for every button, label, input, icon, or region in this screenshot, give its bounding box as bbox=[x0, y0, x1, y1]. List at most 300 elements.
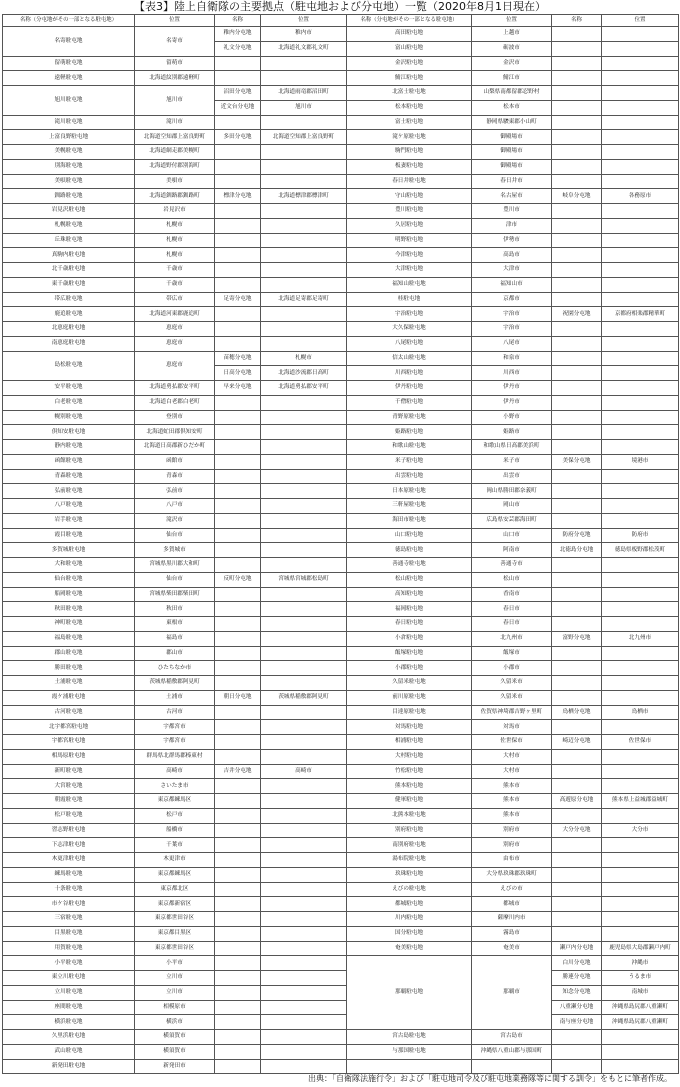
left-camp-location: 千歳市 bbox=[135, 263, 215, 278]
table-row bbox=[3, 159, 679, 174]
right-camp-name: えびの駐屯地 bbox=[347, 882, 472, 897]
left-sub-location bbox=[261, 558, 347, 573]
left-sub-location bbox=[261, 248, 347, 263]
left-sub-location bbox=[261, 395, 347, 410]
table-row bbox=[3, 867, 679, 882]
left-sub-name bbox=[215, 1044, 261, 1059]
right-camp-name: 出雲駐屯地 bbox=[347, 469, 472, 484]
table-row bbox=[3, 705, 679, 720]
right-camp-location: 御殿場市 bbox=[472, 159, 552, 174]
right-sub-name: 鳥栖分屯地 bbox=[552, 705, 602, 720]
right-camp-name: 三軒屋駐屯地 bbox=[347, 499, 472, 514]
left-camp-location: 八戸市 bbox=[135, 499, 215, 514]
left-sub-name bbox=[215, 720, 261, 735]
right-sub-location bbox=[602, 513, 679, 528]
table-row bbox=[3, 646, 679, 661]
right-camp-location: 別府市 bbox=[472, 838, 552, 853]
right-sub-name: 岐阜分屯地 bbox=[552, 189, 602, 204]
right-sub-location bbox=[602, 159, 679, 174]
left-camp-name: 宇都宮駐屯地 bbox=[3, 735, 135, 750]
right-sub-location bbox=[602, 690, 679, 705]
right-sub-location bbox=[602, 572, 679, 587]
left-sub-location bbox=[261, 602, 347, 617]
right-sub-name: 知念分屯地 bbox=[552, 985, 602, 1000]
left-sub-location: 茨城県稲敷郡阿見町 bbox=[261, 690, 347, 705]
left-sub-location bbox=[261, 410, 347, 425]
table-row bbox=[3, 602, 679, 617]
left-sub-name: 足寄分屯地 bbox=[215, 292, 261, 307]
left-sub-name bbox=[215, 395, 261, 410]
right-camp-name: 守山駐屯地 bbox=[347, 189, 472, 204]
left-sub-name bbox=[215, 454, 261, 469]
right-sub-name bbox=[552, 351, 602, 366]
right-camp-name: 福岡駐屯地 bbox=[347, 602, 472, 617]
left-sub-name bbox=[215, 661, 261, 676]
left-sub-name: 早来分屯地 bbox=[215, 381, 261, 396]
right-sub-name bbox=[552, 587, 602, 602]
right-sub-location bbox=[602, 27, 679, 42]
right-sub-location bbox=[602, 410, 679, 425]
right-sub-name: 富野分屯地 bbox=[552, 631, 602, 646]
right-camp-location: 大村市 bbox=[472, 749, 552, 764]
right-camp-name: 相浦駐屯地 bbox=[347, 735, 472, 750]
right-sub-location bbox=[602, 86, 679, 101]
right-camp-location: 京都市 bbox=[472, 292, 552, 307]
right-camp-location: 和歌山県日高郡美浜町 bbox=[472, 440, 552, 455]
left-sub-location bbox=[261, 985, 347, 1000]
right-camp-location: 松山市 bbox=[472, 572, 552, 587]
right-sub-name bbox=[552, 336, 602, 351]
left-sub-name: 沼田分屯地 bbox=[215, 86, 261, 101]
left-sub-name bbox=[215, 912, 261, 927]
table-row bbox=[3, 395, 679, 410]
right-camp-name: 豊川駐屯地 bbox=[347, 204, 472, 219]
right-sub-location bbox=[602, 218, 679, 233]
right-camp-location: 別府市 bbox=[472, 823, 552, 838]
left-sub-name: 苗穂分屯地 bbox=[215, 351, 261, 366]
right-sub-location bbox=[602, 130, 679, 145]
left-camp-location: 恵庭市 bbox=[135, 322, 215, 337]
right-sub-name bbox=[552, 100, 602, 115]
right-camp-name: 海田市駐屯地 bbox=[347, 513, 472, 528]
table-row bbox=[3, 27, 679, 42]
right-sub-name: 高遊原分屯地 bbox=[552, 794, 602, 809]
left-camp-name: 旭川駐屯地 bbox=[3, 86, 135, 116]
right-camp-location: 春日井市 bbox=[472, 174, 552, 189]
right-sub-location bbox=[602, 749, 679, 764]
right-sub-location bbox=[602, 808, 679, 823]
left-sub-location bbox=[261, 749, 347, 764]
right-sub-name: 美保分屯地 bbox=[552, 454, 602, 469]
right-sub-name bbox=[552, 808, 602, 823]
left-camp-location: 船橋市 bbox=[135, 823, 215, 838]
left-sub-name bbox=[215, 1030, 261, 1045]
right-sub-location bbox=[602, 277, 679, 292]
right-sub-name: 勝連分屯地 bbox=[552, 971, 602, 986]
right-sub-name bbox=[552, 263, 602, 278]
left-camp-name: 神町駐屯地 bbox=[3, 617, 135, 632]
left-sub-location: 北海道足寄郡足寄町 bbox=[261, 292, 347, 307]
right-camp-location: 久留米市 bbox=[472, 690, 552, 705]
left-sub-location bbox=[261, 897, 347, 912]
left-sub-name bbox=[215, 204, 261, 219]
left-camp-name: 福島駐屯地 bbox=[3, 631, 135, 646]
right-sub-name bbox=[552, 159, 602, 174]
right-camp-name: 善通寺駐屯地 bbox=[347, 558, 472, 573]
empty-cell bbox=[472, 1059, 552, 1074]
left-sub-name: 反町分屯地 bbox=[215, 572, 261, 587]
right-sub-location bbox=[602, 425, 679, 440]
right-sub-location bbox=[602, 292, 679, 307]
right-camp-location: 宇治市 bbox=[472, 322, 552, 337]
header-location: 位置 bbox=[261, 15, 347, 27]
left-sub-location bbox=[261, 823, 347, 838]
right-sub-name: 崎辺分屯地 bbox=[552, 735, 602, 750]
left-sub-name bbox=[215, 159, 261, 174]
right-camp-name: 福知山駐屯地 bbox=[347, 277, 472, 292]
left-sub-location bbox=[261, 1000, 347, 1015]
right-camp-location: 阿南市 bbox=[472, 543, 552, 558]
table-row bbox=[3, 1059, 679, 1074]
left-camp-name: 白老駐屯地 bbox=[3, 395, 135, 410]
right-camp-name: 健軍駐屯地 bbox=[347, 794, 472, 809]
right-camp-location: 米子市 bbox=[472, 454, 552, 469]
left-camp-name: 鹿追駐屯地 bbox=[3, 307, 135, 322]
right-sub-name bbox=[552, 838, 602, 853]
left-camp-location: 福島市 bbox=[135, 631, 215, 646]
right-camp-name: 小郡駐屯地 bbox=[347, 661, 472, 676]
right-sub-location bbox=[602, 381, 679, 396]
right-camp-location: 御殿場市 bbox=[472, 130, 552, 145]
right-camp-location: 対馬市 bbox=[472, 720, 552, 735]
right-camp-location: 霧島市 bbox=[472, 926, 552, 941]
left-camp-name: 練馬駐屯地 bbox=[3, 867, 135, 882]
table-row bbox=[3, 720, 679, 735]
left-sub-location bbox=[261, 233, 347, 248]
left-sub-name bbox=[215, 941, 261, 956]
left-camp-name: 岩見沢駐屯地 bbox=[3, 204, 135, 219]
left-camp-location: 北海道白老郡白老町 bbox=[135, 395, 215, 410]
right-camp-name: 竹松駐屯地 bbox=[347, 764, 472, 779]
left-sub-name bbox=[215, 587, 261, 602]
right-sub-name bbox=[552, 602, 602, 617]
table-row bbox=[3, 528, 679, 543]
left-camp-name: 霞ケ浦駐屯地 bbox=[3, 690, 135, 705]
left-sub-location bbox=[261, 218, 347, 233]
right-camp-name: 高知駐屯地 bbox=[347, 587, 472, 602]
right-camp-name: 松山駐屯地 bbox=[347, 572, 472, 587]
left-camp-location: 新発田市 bbox=[135, 1059, 215, 1074]
left-sub-name: 礼文分屯地 bbox=[215, 41, 261, 56]
left-camp-location: 多賀城市 bbox=[135, 543, 215, 558]
left-camp-name: 座間駐屯地 bbox=[3, 1000, 135, 1015]
right-camp-location: 薩摩川内市 bbox=[472, 912, 552, 927]
right-sub-name bbox=[552, 661, 602, 676]
right-sub-name bbox=[552, 248, 602, 263]
left-sub-location: 北海道空知郡上富良野町 bbox=[261, 130, 347, 145]
left-camp-location: 千葉市 bbox=[135, 838, 215, 853]
right-sub-name bbox=[552, 395, 602, 410]
left-camp-name: 大宮駐屯地 bbox=[3, 779, 135, 794]
right-sub-location: 沖縄市 bbox=[602, 956, 679, 971]
right-sub-location bbox=[602, 602, 679, 617]
table-row bbox=[3, 410, 679, 425]
table-row bbox=[3, 1044, 679, 1059]
left-sub-location: 旭川市 bbox=[261, 100, 347, 115]
left-sub-location bbox=[261, 513, 347, 528]
table-row bbox=[3, 838, 679, 853]
table-row bbox=[3, 808, 679, 823]
left-sub-name bbox=[215, 174, 261, 189]
right-camp-name: 大村駐屯地 bbox=[347, 749, 472, 764]
left-camp-location: 北海道勇払郡安平町 bbox=[135, 381, 215, 396]
table-row bbox=[3, 233, 679, 248]
table-row bbox=[3, 631, 679, 646]
right-camp-name: 春日井駐屯地 bbox=[347, 174, 472, 189]
right-camp-location: 岡山県勝田郡奈義町 bbox=[472, 484, 552, 499]
table-row bbox=[3, 587, 679, 602]
right-camp-name: 玖珠駐屯地 bbox=[347, 867, 472, 882]
left-sub-location bbox=[261, 56, 347, 71]
left-sub-name bbox=[215, 528, 261, 543]
right-sub-location bbox=[602, 248, 679, 263]
left-sub-location bbox=[261, 1030, 347, 1045]
left-sub-name: 朝日分屯地 bbox=[215, 690, 261, 705]
right-sub-location bbox=[602, 174, 679, 189]
left-camp-name: 秋田駐屯地 bbox=[3, 602, 135, 617]
left-camp-name: 古河駐屯地 bbox=[3, 705, 135, 720]
right-camp-name: 奄美駐屯地 bbox=[347, 941, 472, 956]
left-camp-name: 立川駐屯地 bbox=[3, 985, 135, 1000]
right-sub-location bbox=[602, 764, 679, 779]
left-camp-name: 東立川駐屯地 bbox=[3, 971, 135, 986]
right-sub-name bbox=[552, 513, 602, 528]
right-sub-location bbox=[602, 41, 679, 56]
right-camp-location: 那覇市 bbox=[472, 956, 552, 1030]
left-camp-name: 北千歳駐屯地 bbox=[3, 263, 135, 278]
right-sub-location: 鳥栖市 bbox=[602, 705, 679, 720]
left-sub-location bbox=[261, 204, 347, 219]
left-sub-location bbox=[261, 912, 347, 927]
left-camp-location: 北海道網走郡美幌町 bbox=[135, 145, 215, 160]
right-camp-location: 名古屋市 bbox=[472, 189, 552, 204]
left-camp-name: 札幌駐屯地 bbox=[3, 218, 135, 233]
right-sub-location bbox=[602, 233, 679, 248]
left-camp-name: 北宇都宮駐屯地 bbox=[3, 720, 135, 735]
left-camp-location: 茨城県稲敷郡阿見町 bbox=[135, 676, 215, 691]
table-row bbox=[3, 292, 679, 307]
right-sub-location: 大分市 bbox=[602, 823, 679, 838]
left-sub-location bbox=[261, 794, 347, 809]
table-row bbox=[3, 513, 679, 528]
left-camp-location: 松戸市 bbox=[135, 808, 215, 823]
left-sub-name bbox=[215, 853, 261, 868]
right-sub-name bbox=[552, 690, 602, 705]
right-camp-name: 今津駐屯地 bbox=[347, 248, 472, 263]
left-sub-name: 多田分屯地 bbox=[215, 130, 261, 145]
right-sub-location bbox=[602, 145, 679, 160]
left-sub-location bbox=[261, 454, 347, 469]
right-sub-location: 沖縄県島尻郡八重瀬町 bbox=[602, 1015, 679, 1030]
left-sub-name bbox=[215, 631, 261, 646]
right-camp-location: 大分県玖珠郡玖珠町 bbox=[472, 867, 552, 882]
right-sub-name: 八重瀬分屯地 bbox=[552, 1000, 602, 1015]
right-sub-name bbox=[552, 322, 602, 337]
right-camp-location: 都城市 bbox=[472, 897, 552, 912]
right-camp-location: 福知山市 bbox=[472, 277, 552, 292]
left-camp-location: 名寄市 bbox=[135, 27, 215, 57]
left-sub-name bbox=[215, 1000, 261, 1015]
left-sub-name bbox=[215, 558, 261, 573]
left-camp-name: 南恵庭駐屯地 bbox=[3, 336, 135, 351]
right-sub-name bbox=[552, 676, 602, 691]
right-camp-location: 春日市 bbox=[472, 617, 552, 632]
empty-cell bbox=[602, 1059, 679, 1074]
right-sub-location bbox=[602, 322, 679, 337]
left-camp-location: 小平市 bbox=[135, 956, 215, 971]
left-camp-name: 横浜駐屯地 bbox=[3, 1015, 135, 1030]
page-title: 【表3】陸上自衛隊の主要拠点（駐屯地および分屯地）一覧（2020年8月1日現在） bbox=[134, 0, 546, 13]
left-camp-location: 弘前市 bbox=[135, 484, 215, 499]
right-camp-location: 奄美市 bbox=[472, 941, 552, 956]
table-row bbox=[3, 381, 679, 396]
left-sub-name bbox=[215, 779, 261, 794]
left-sub-location bbox=[261, 587, 347, 602]
table-row bbox=[3, 661, 679, 676]
right-sub-name bbox=[552, 749, 602, 764]
left-camp-name: 島松駐屯地 bbox=[3, 351, 135, 381]
base-table bbox=[2, 14, 679, 1074]
left-camp-location: 宮城県黒川郡大和町 bbox=[135, 558, 215, 573]
table-row bbox=[3, 484, 679, 499]
right-camp-name: 和歌山駐屯地 bbox=[347, 440, 472, 455]
left-camp-name: 東千歳駐屯地 bbox=[3, 277, 135, 292]
right-sub-location: 熊本県上益城郡益城町 bbox=[602, 794, 679, 809]
left-sub-location bbox=[261, 1059, 347, 1074]
header-location: 位置 bbox=[602, 15, 679, 27]
right-camp-name: 松本駐屯地 bbox=[347, 100, 472, 115]
table-row bbox=[3, 499, 679, 514]
right-sub-location bbox=[602, 263, 679, 278]
left-sub-location bbox=[261, 307, 347, 322]
left-sub-name: 稚内分屯地 bbox=[215, 27, 261, 42]
left-camp-name: 青森駐屯地 bbox=[3, 469, 135, 484]
left-sub-location bbox=[261, 115, 347, 130]
right-camp-name: 別府駐屯地 bbox=[347, 823, 472, 838]
right-sub-location bbox=[602, 882, 679, 897]
empty-cell bbox=[552, 1059, 602, 1074]
left-camp-location: 群馬県北群馬郡榛東村 bbox=[135, 749, 215, 764]
right-camp-location: 熊本市 bbox=[472, 794, 552, 809]
left-sub-location: 北海道沙流郡日高町 bbox=[261, 366, 347, 381]
right-camp-location: 高島市 bbox=[472, 248, 552, 263]
table-row bbox=[3, 277, 679, 292]
left-camp-name: 新町駐屯地 bbox=[3, 764, 135, 779]
table-row bbox=[3, 204, 679, 219]
left-sub-name bbox=[215, 985, 261, 1000]
left-camp-location: 恵庭市 bbox=[135, 351, 215, 381]
left-camp-name: 相馬原駐屯地 bbox=[3, 749, 135, 764]
header-location: 位置 bbox=[472, 15, 552, 27]
table-row bbox=[3, 558, 679, 573]
right-sub-location bbox=[602, 617, 679, 632]
right-sub-location: 佐世保市 bbox=[602, 735, 679, 750]
table-row bbox=[3, 543, 679, 558]
left-sub-location: 北海道礼文郡礼文町 bbox=[261, 41, 347, 56]
left-camp-location: 東京都世田谷区 bbox=[135, 912, 215, 927]
right-sub-name: 祝園分屯地 bbox=[552, 307, 602, 322]
right-camp-location: 熊本市 bbox=[472, 779, 552, 794]
left-sub-location bbox=[261, 263, 347, 278]
right-sub-name bbox=[552, 277, 602, 292]
right-camp-location: 山梨県南都留郡忍野村 bbox=[472, 86, 552, 101]
right-sub-name bbox=[552, 764, 602, 779]
left-sub-name bbox=[215, 926, 261, 941]
right-sub-name bbox=[552, 41, 602, 56]
table-row bbox=[3, 86, 679, 101]
right-sub-name: 防府分屯地 bbox=[552, 528, 602, 543]
left-camp-location: 宇都宮市 bbox=[135, 735, 215, 750]
left-sub-name bbox=[215, 513, 261, 528]
right-camp-location: 金沢市 bbox=[472, 56, 552, 71]
right-camp-name: 熊本駐屯地 bbox=[347, 779, 472, 794]
right-sub-name bbox=[552, 646, 602, 661]
left-sub-name bbox=[215, 794, 261, 809]
table-row bbox=[3, 1015, 679, 1030]
right-sub-name bbox=[552, 174, 602, 189]
left-camp-location: 帯広市 bbox=[135, 292, 215, 307]
left-sub-location bbox=[261, 838, 347, 853]
right-camp-name: 富士駐屯地 bbox=[347, 115, 472, 130]
right-sub-name bbox=[552, 720, 602, 735]
source-note: 出典：「自衛隊法施行令」および「駐屯地司令及び駐屯地業務隊等に関する訓令」をもとに筆者作成。 bbox=[308, 1074, 672, 1083]
right-sub-name bbox=[552, 292, 602, 307]
left-sub-name bbox=[215, 218, 261, 233]
left-camp-location: 古河市 bbox=[135, 705, 215, 720]
left-camp-location: 東京都練馬区 bbox=[135, 867, 215, 882]
left-sub-name bbox=[215, 499, 261, 514]
table-row bbox=[3, 189, 679, 204]
left-camp-name: 下志津駐屯地 bbox=[3, 838, 135, 853]
right-sub-location bbox=[602, 558, 679, 573]
table-row bbox=[3, 794, 679, 809]
right-sub-name bbox=[552, 617, 602, 632]
left-sub-name bbox=[215, 735, 261, 750]
left-camp-location: ひたちなか市 bbox=[135, 661, 215, 676]
right-sub-name bbox=[552, 1030, 602, 1045]
right-camp-location: 熊本市 bbox=[472, 808, 552, 823]
right-sub-name bbox=[552, 1044, 602, 1059]
left-camp-name: 帯広駐屯地 bbox=[3, 292, 135, 307]
right-camp-name: 那覇駐屯地 bbox=[347, 956, 472, 1030]
right-camp-location: 津市 bbox=[472, 218, 552, 233]
table-row bbox=[3, 71, 679, 86]
left-sub-name bbox=[215, 145, 261, 160]
left-sub-name bbox=[215, 322, 261, 337]
left-camp-location: 東京都新宿区 bbox=[135, 897, 215, 912]
table-row bbox=[3, 1000, 679, 1015]
right-sub-location: うるま市 bbox=[602, 971, 679, 986]
empty-cell bbox=[347, 1059, 472, 1074]
left-sub-name bbox=[215, 956, 261, 971]
right-sub-location bbox=[602, 912, 679, 927]
left-camp-name: 滝川駐屯地 bbox=[3, 115, 135, 130]
right-camp-name: 都城駐屯地 bbox=[347, 897, 472, 912]
right-camp-location: 山口市 bbox=[472, 528, 552, 543]
left-camp-name: 用賀駐屯地 bbox=[3, 941, 135, 956]
left-camp-name: 目黒駐屯地 bbox=[3, 926, 135, 941]
left-sub-location bbox=[261, 661, 347, 676]
